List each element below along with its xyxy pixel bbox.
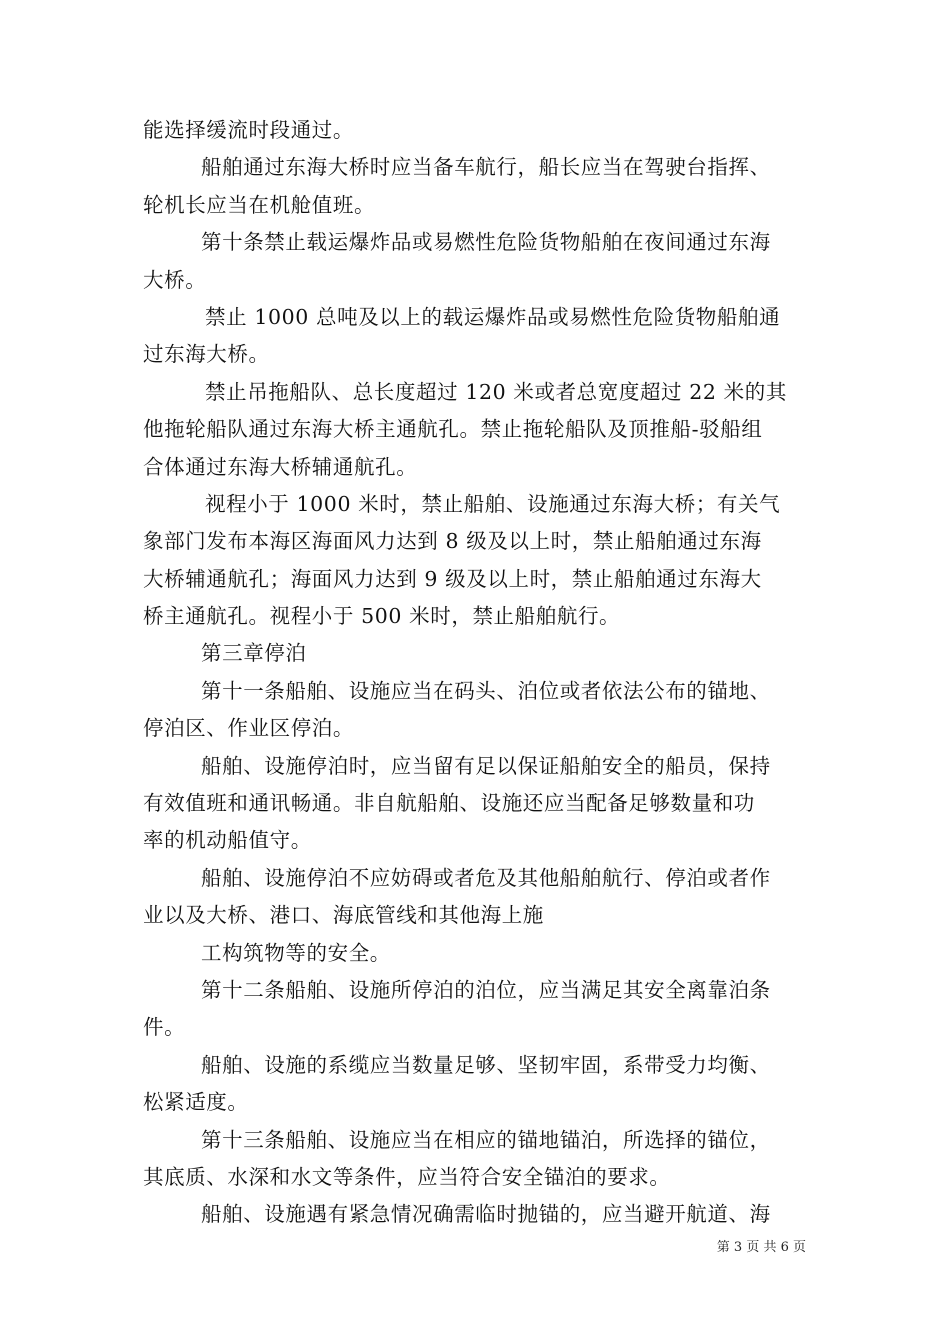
paragraph-line: 轮机长应当在机舱值班。 [143,192,376,217]
paragraph-line: 能选择缓流时段通过。 [143,118,354,142]
paragraph-line: 其底质、水深和水文等条件，应当符合安全锚泊的要求。 [143,1164,671,1189]
paragraph-line: 件。 [143,1015,186,1040]
paragraph-line: 工构筑物等的安全。 [201,940,391,965]
paragraph-line: 视程小于 1000 米时，禁止船舶、设施通过东海大桥；有关气 [205,491,781,516]
paragraph-line: 禁止吊拖船队、总长度超过 120 米或者总宽度超过 22 米的其 [205,379,787,404]
paragraph-line: 第十条禁止载运爆炸品或易燃性危险货物船舶在夜间通过东海 [201,230,771,255]
paragraph-line: 船舶、设施停泊时，应当留有足以保证船舶安全的船员，保持 [201,753,771,778]
paragraph-line: 业以及大桥、港口、海底管线和其他海上施 [143,903,544,928]
paragraph-line: 船舶、设施遇有紧急情况确需临时抛锚的，应当避开航道、海 [201,1202,771,1227]
paragraph-line: 停泊区、作业区停泊。 [143,716,354,741]
document-body [143,112,809,1234]
paragraph-line: 大桥。 [143,267,207,292]
chapter-heading: 第三章停泊 [201,641,307,666]
paragraph-line: 象部门发布本海区海面风力达到 8 级及以上时，禁止船舶通过东海 [143,529,762,554]
paragraph-line: 桥主通航孔。视程小于 500 米时，禁止船舶航行。 [143,604,621,629]
paragraph-line: 禁止 1000 总吨及以上的载运爆炸品或易燃性危险货物船舶通 [205,304,781,329]
paragraph-line: 率的机动船值守。 [143,828,312,853]
paragraph-line: 大桥辅通航孔；海面风力达到 9 级及以上时，禁止船舶通过东海大 [143,566,762,591]
paragraph-line: 船舶、设施停泊不应妨碍或者危及其他船舶航行、停泊或者作 [201,865,771,890]
paragraph-line: 船舶、设施的系缆应当数量足够、坚韧牢固，系带受力均衡、 [201,1052,771,1077]
paragraph-line: 第十三条船舶、设施应当在相应的锚地锚泊，所选择的锚位， [201,1127,771,1152]
page-number: 第 3 页 共 6 页 [716,1240,806,1255]
paragraph-line: 松紧适度。 [143,1090,249,1115]
paragraph-line: 船舶通过东海大桥时应当备车航行，船长应当在驾驶台指挥、 [201,155,771,180]
paragraph-line: 第十二条船舶、设施所停泊的泊位，应当满足其安全离靠泊条 [201,977,771,1002]
paragraph-line: 过东海大桥。 [143,342,270,367]
paragraph-line: 有效值班和通讯畅通。非自航船舶、设施还应当配备足够数量和功 [143,791,755,816]
paragraph-line: 合体通过东海大桥辅通航孔。 [143,454,418,479]
paragraph-line: 第十一条船舶、设施应当在码头、泊位或者依法公布的锚地、 [201,678,771,703]
paragraph-line: 他拖轮船队通过东海大桥主通航孔。禁止拖轮船队及顶推船-驳船组 [143,417,763,442]
